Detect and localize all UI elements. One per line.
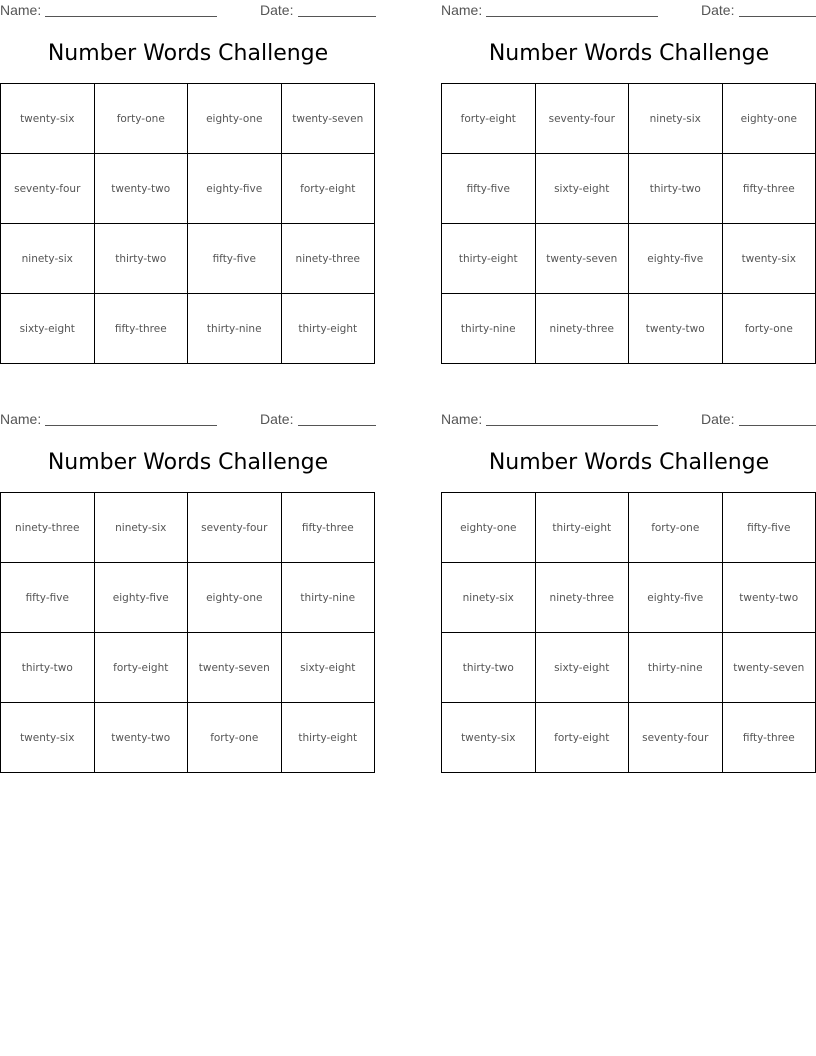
grid-cell: eighty-one — [722, 84, 816, 154]
bingo-card-3 — [0, 409, 376, 744]
grid-cell: fifty-five — [188, 224, 282, 294]
grid-row — [442, 633, 816, 703]
grid-cell: forty-eight — [94, 633, 188, 703]
date-label: Date: — [260, 2, 294, 18]
grid-cell: thirty-eight — [535, 493, 629, 563]
grid-cell: eighty-five — [188, 154, 282, 224]
grid-cell: thirty-two — [94, 224, 188, 294]
grid-cell: twenty-six — [1, 84, 95, 154]
card-title: Number Words Challenge — [488, 450, 770, 475]
grid-cell: twenty-seven — [281, 84, 375, 154]
grid-cell: seventy-four — [629, 703, 723, 773]
name-label: Name: — [441, 411, 483, 427]
grid-cell: sixty-eight — [535, 633, 629, 703]
grid-cell: thirty-nine — [442, 294, 536, 364]
grid-cell: fifty-five — [1, 563, 95, 633]
grid-cell: forty-eight — [535, 703, 629, 773]
grid-cell: ninety-three — [1, 493, 95, 563]
date-label: Date: — [260, 411, 294, 427]
grid-row — [442, 84, 816, 154]
grid-cell: eighty-one — [188, 563, 282, 633]
bingo-card-2 — [441, 0, 816, 335]
date-field[interactable] — [739, 425, 816, 426]
date-field[interactable] — [298, 425, 376, 426]
grid-cell: twenty-six — [442, 703, 536, 773]
word-grid — [441, 492, 816, 773]
grid-row — [1, 154, 375, 224]
grid-cell: forty-eight — [442, 84, 536, 154]
grid-cell: twenty-six — [1, 703, 95, 773]
grid-cell: thirty-nine — [629, 633, 723, 703]
grid-row — [442, 493, 816, 563]
card-title: Number Words Challenge — [47, 450, 329, 475]
card-header — [0, 0, 376, 22]
date-field[interactable] — [298, 16, 376, 17]
grid-cell: forty-one — [188, 703, 282, 773]
name-field[interactable] — [486, 425, 658, 426]
grid-cell: fifty-three — [722, 154, 816, 224]
bingo-card-4 — [441, 409, 816, 744]
name-field[interactable] — [45, 16, 217, 17]
grid-row — [1, 84, 375, 154]
name-label: Name: — [0, 2, 42, 18]
grid-cell: sixty-eight — [1, 294, 95, 364]
grid-cell: thirty-eight — [281, 294, 375, 364]
grid-cell: fifty-three — [281, 493, 375, 563]
grid-cell: twenty-two — [722, 563, 816, 633]
word-grid — [0, 492, 375, 773]
grid-row — [1, 294, 375, 364]
grid-cell: ninety-six — [1, 224, 95, 294]
grid-cell: twenty-seven — [722, 633, 816, 703]
card-header — [0, 409, 376, 431]
name-label: Name: — [0, 411, 42, 427]
grid-cell: fifty-five — [722, 493, 816, 563]
grid-row — [1, 703, 375, 773]
grid-cell: twenty-six — [722, 224, 816, 294]
date-label: Date: — [701, 411, 735, 427]
grid-cell: twenty-two — [94, 154, 188, 224]
grid-cell: eighty-five — [629, 224, 723, 294]
grid-row — [442, 154, 816, 224]
grid-cell: sixty-eight — [281, 633, 375, 703]
grid-row — [442, 703, 816, 773]
grid-cell: thirty-eight — [442, 224, 536, 294]
grid-cell: seventy-four — [1, 154, 95, 224]
grid-cell: fifty-three — [722, 703, 816, 773]
card-header — [441, 0, 816, 22]
grid-row — [1, 493, 375, 563]
grid-row — [442, 224, 816, 294]
bingo-card-1 — [0, 0, 376, 335]
grid-cell: thirty-two — [442, 633, 536, 703]
grid-row — [1, 563, 375, 633]
grid-row — [1, 224, 375, 294]
grid-cell: ninety-six — [442, 563, 536, 633]
grid-cell: forty-one — [94, 84, 188, 154]
grid-cell: sixty-eight — [535, 154, 629, 224]
grid-cell: thirty-eight — [281, 703, 375, 773]
grid-cell: fifty-three — [94, 294, 188, 364]
grid-cell: twenty-two — [629, 294, 723, 364]
grid-cell: fifty-five — [442, 154, 536, 224]
name-field[interactable] — [45, 425, 217, 426]
grid-cell: ninety-three — [535, 294, 629, 364]
card-title: Number Words Challenge — [488, 41, 770, 66]
grid-cell: thirty-nine — [281, 563, 375, 633]
date-label: Date: — [701, 2, 735, 18]
grid-cell: forty-one — [629, 493, 723, 563]
grid-cell: thirty-two — [629, 154, 723, 224]
grid-cell: ninety-six — [629, 84, 723, 154]
word-grid — [441, 83, 816, 364]
grid-cell: eighty-five — [94, 563, 188, 633]
grid-cell: seventy-four — [188, 493, 282, 563]
grid-cell: twenty-seven — [535, 224, 629, 294]
grid-cell: eighty-five — [629, 563, 723, 633]
grid-cell: ninety-six — [94, 493, 188, 563]
name-field[interactable] — [486, 16, 658, 17]
word-grid — [0, 83, 375, 364]
grid-cell: twenty-seven — [188, 633, 282, 703]
grid-cell: thirty-two — [1, 633, 95, 703]
grid-cell: forty-eight — [281, 154, 375, 224]
grid-cell: eighty-one — [188, 84, 282, 154]
name-label: Name: — [441, 2, 483, 18]
grid-cell: forty-one — [722, 294, 816, 364]
grid-cell: ninety-three — [535, 563, 629, 633]
grid-cell: twenty-two — [94, 703, 188, 773]
grid-row — [1, 633, 375, 703]
card-header — [441, 409, 816, 431]
grid-row — [442, 294, 816, 364]
grid-cell: seventy-four — [535, 84, 629, 154]
grid-cell: thirty-nine — [188, 294, 282, 364]
date-field[interactable] — [739, 16, 816, 17]
grid-cell: ninety-three — [281, 224, 375, 294]
grid-row — [442, 563, 816, 633]
card-title: Number Words Challenge — [47, 41, 329, 66]
grid-cell: eighty-one — [442, 493, 536, 563]
